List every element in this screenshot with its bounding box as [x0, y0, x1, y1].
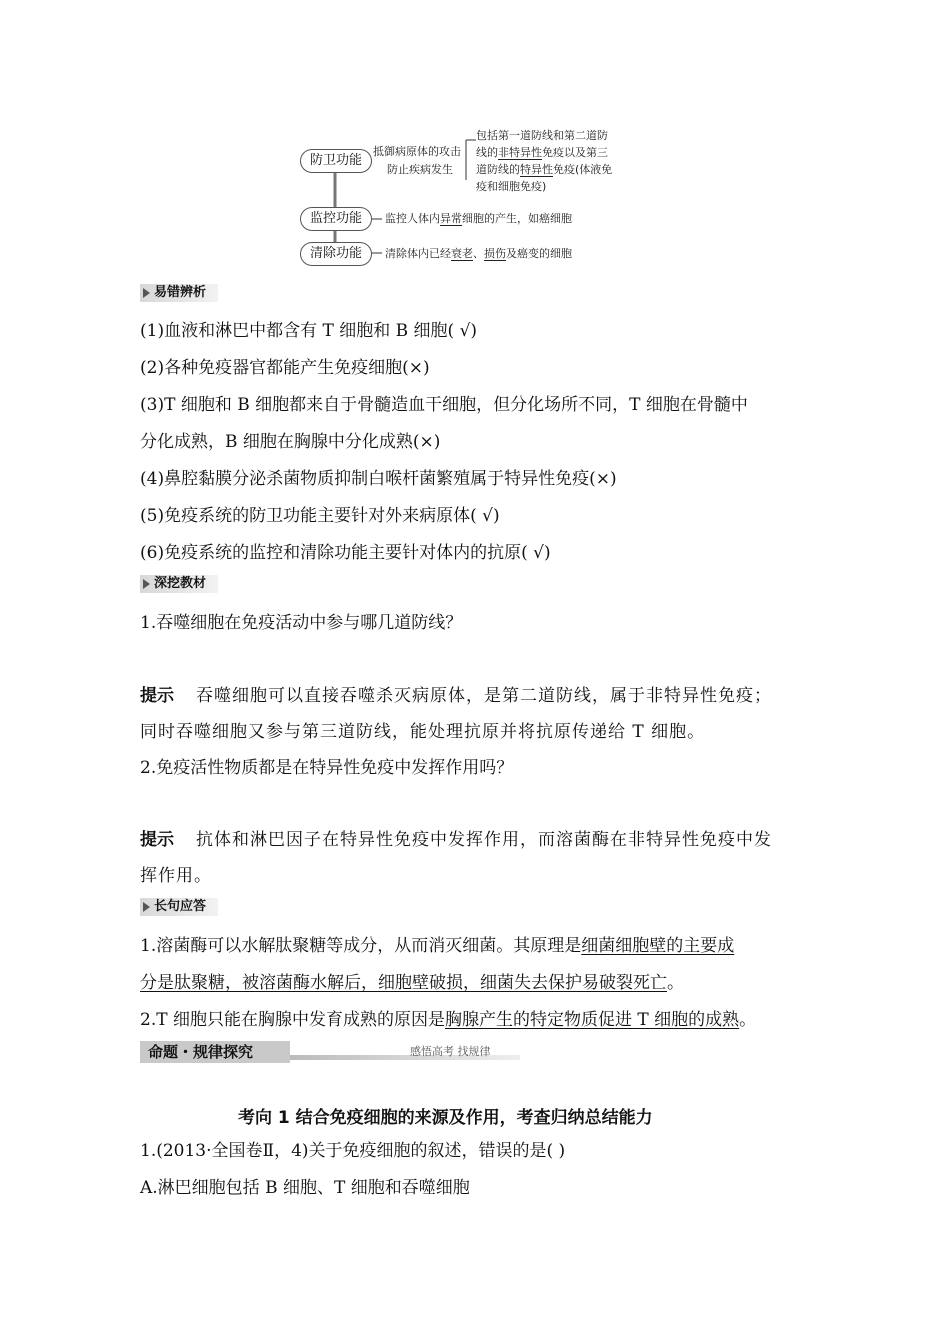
error-item: (4)鼻腔黏膜分泌杀菌物质抑制白喉杆菌繁殖属于特异性免疫(×): [140, 469, 617, 489]
section-tag-errors: 易错辨析: [140, 284, 218, 302]
error-item: (5)免疫系统的防卫功能主要针对外来病原体( √): [140, 506, 500, 526]
textbook-answer-2-line-2: 挥作用。: [140, 866, 212, 886]
defense-desc-1: 包括第一道防线和第二道防: [476, 129, 608, 142]
banner-title: 命题・规律探究: [140, 1041, 290, 1063]
error-item: (6)免疫系统的监控和清除功能主要针对体内的抗原( √): [140, 543, 551, 563]
clear-function-pill: 清除功能: [300, 242, 372, 266]
textbook-answer-1-line-2: 同时吞噬细胞又参与第三道防线，能处理抗原并将抗原传递给 T 细胞。: [140, 722, 706, 742]
long-answer-line-1: 1.溶菌酶可以水解肽聚糖等成分，从而消灭细菌。其原理是细菌细胞壁的主要成: [140, 936, 735, 956]
defense-sub2: 防止疾病发生: [387, 163, 453, 176]
section-tag-textbook: 深挖教材: [140, 575, 218, 593]
monitor-function-pill: 监控功能: [300, 207, 372, 231]
long-answer-line-3: 2.T 细胞只能在胸腺中发育成熟的原因是胸腺产生的特定物质促进 T 细胞的成熟。: [140, 1010, 757, 1030]
exam-heading: 考向 1 结合免疫细胞的来源及作用，考查归纳总结能力: [238, 1108, 653, 1128]
banner-subtitle: 感悟高考 找规律: [410, 1045, 491, 1058]
error-item: (3)T 细胞和 B 细胞都来自于骨髓造血干细胞，但分化场所不同，T 细胞在骨髓中: [140, 395, 748, 415]
hint-label: 提示: [140, 830, 174, 850]
error-item: (1)血液和淋巴中都含有 T 细胞和 B 细胞( √): [140, 321, 478, 341]
error-item: (2)各种免疫器官都能产生免疫细胞(×): [140, 358, 430, 378]
section-banner: [140, 1041, 520, 1063]
long-answer-line-2: 分是肽聚糖，被溶菌酶水解后，细胞壁破损，细菌失去保护易破裂死亡。: [140, 973, 684, 993]
defense-function-pill: 防卫功能: [300, 149, 372, 173]
monitor-desc: 监控人体内异常细胞的产生，如癌细胞: [385, 212, 572, 225]
textbook-question-1: 1.吞噬细胞在免疫活动中参与哪几道防线？: [140, 613, 463, 633]
defense-sub1: 抵御病原体的攻击: [373, 145, 461, 158]
hint-label: 提示: [140, 686, 174, 706]
textbook-answer-2-line-1: 提示 抗体和淋巴因子在特异性免疫中发挥作用，而溶菌酶在非特异性免疫中发: [140, 830, 772, 850]
defense-desc-2: 线的非特异性免疫以及第三: [476, 146, 608, 159]
section-tag-long-answer: 长句应答: [140, 898, 218, 916]
exam-question-1: 1.(2013·全国卷Ⅱ，4)关于免疫细胞的叙述，错误的是( ): [140, 1141, 566, 1161]
error-item: 分化成熟，B 细胞在胸腺中分化成熟(×): [140, 432, 441, 452]
clear-desc: 清除体内已经衰老、损伤及癌变的细胞: [385, 247, 572, 260]
defense-desc-4: 疫和细胞免疫): [476, 180, 547, 193]
textbook-question-2: 2.免疫活性物质都是在特异性免疫中发挥作用吗？: [140, 758, 514, 778]
exam-option-a: A.淋巴细胞包括 B 细胞、T 细胞和吞噬细胞: [140, 1178, 470, 1198]
defense-desc-3: 道防线的特异性免疫(体液免: [476, 163, 613, 176]
textbook-answer-1-line-1: 提示 吞噬细胞可以直接吞噬杀灭病原体，是第二道防线，属于非特异性免疫；: [140, 686, 772, 706]
